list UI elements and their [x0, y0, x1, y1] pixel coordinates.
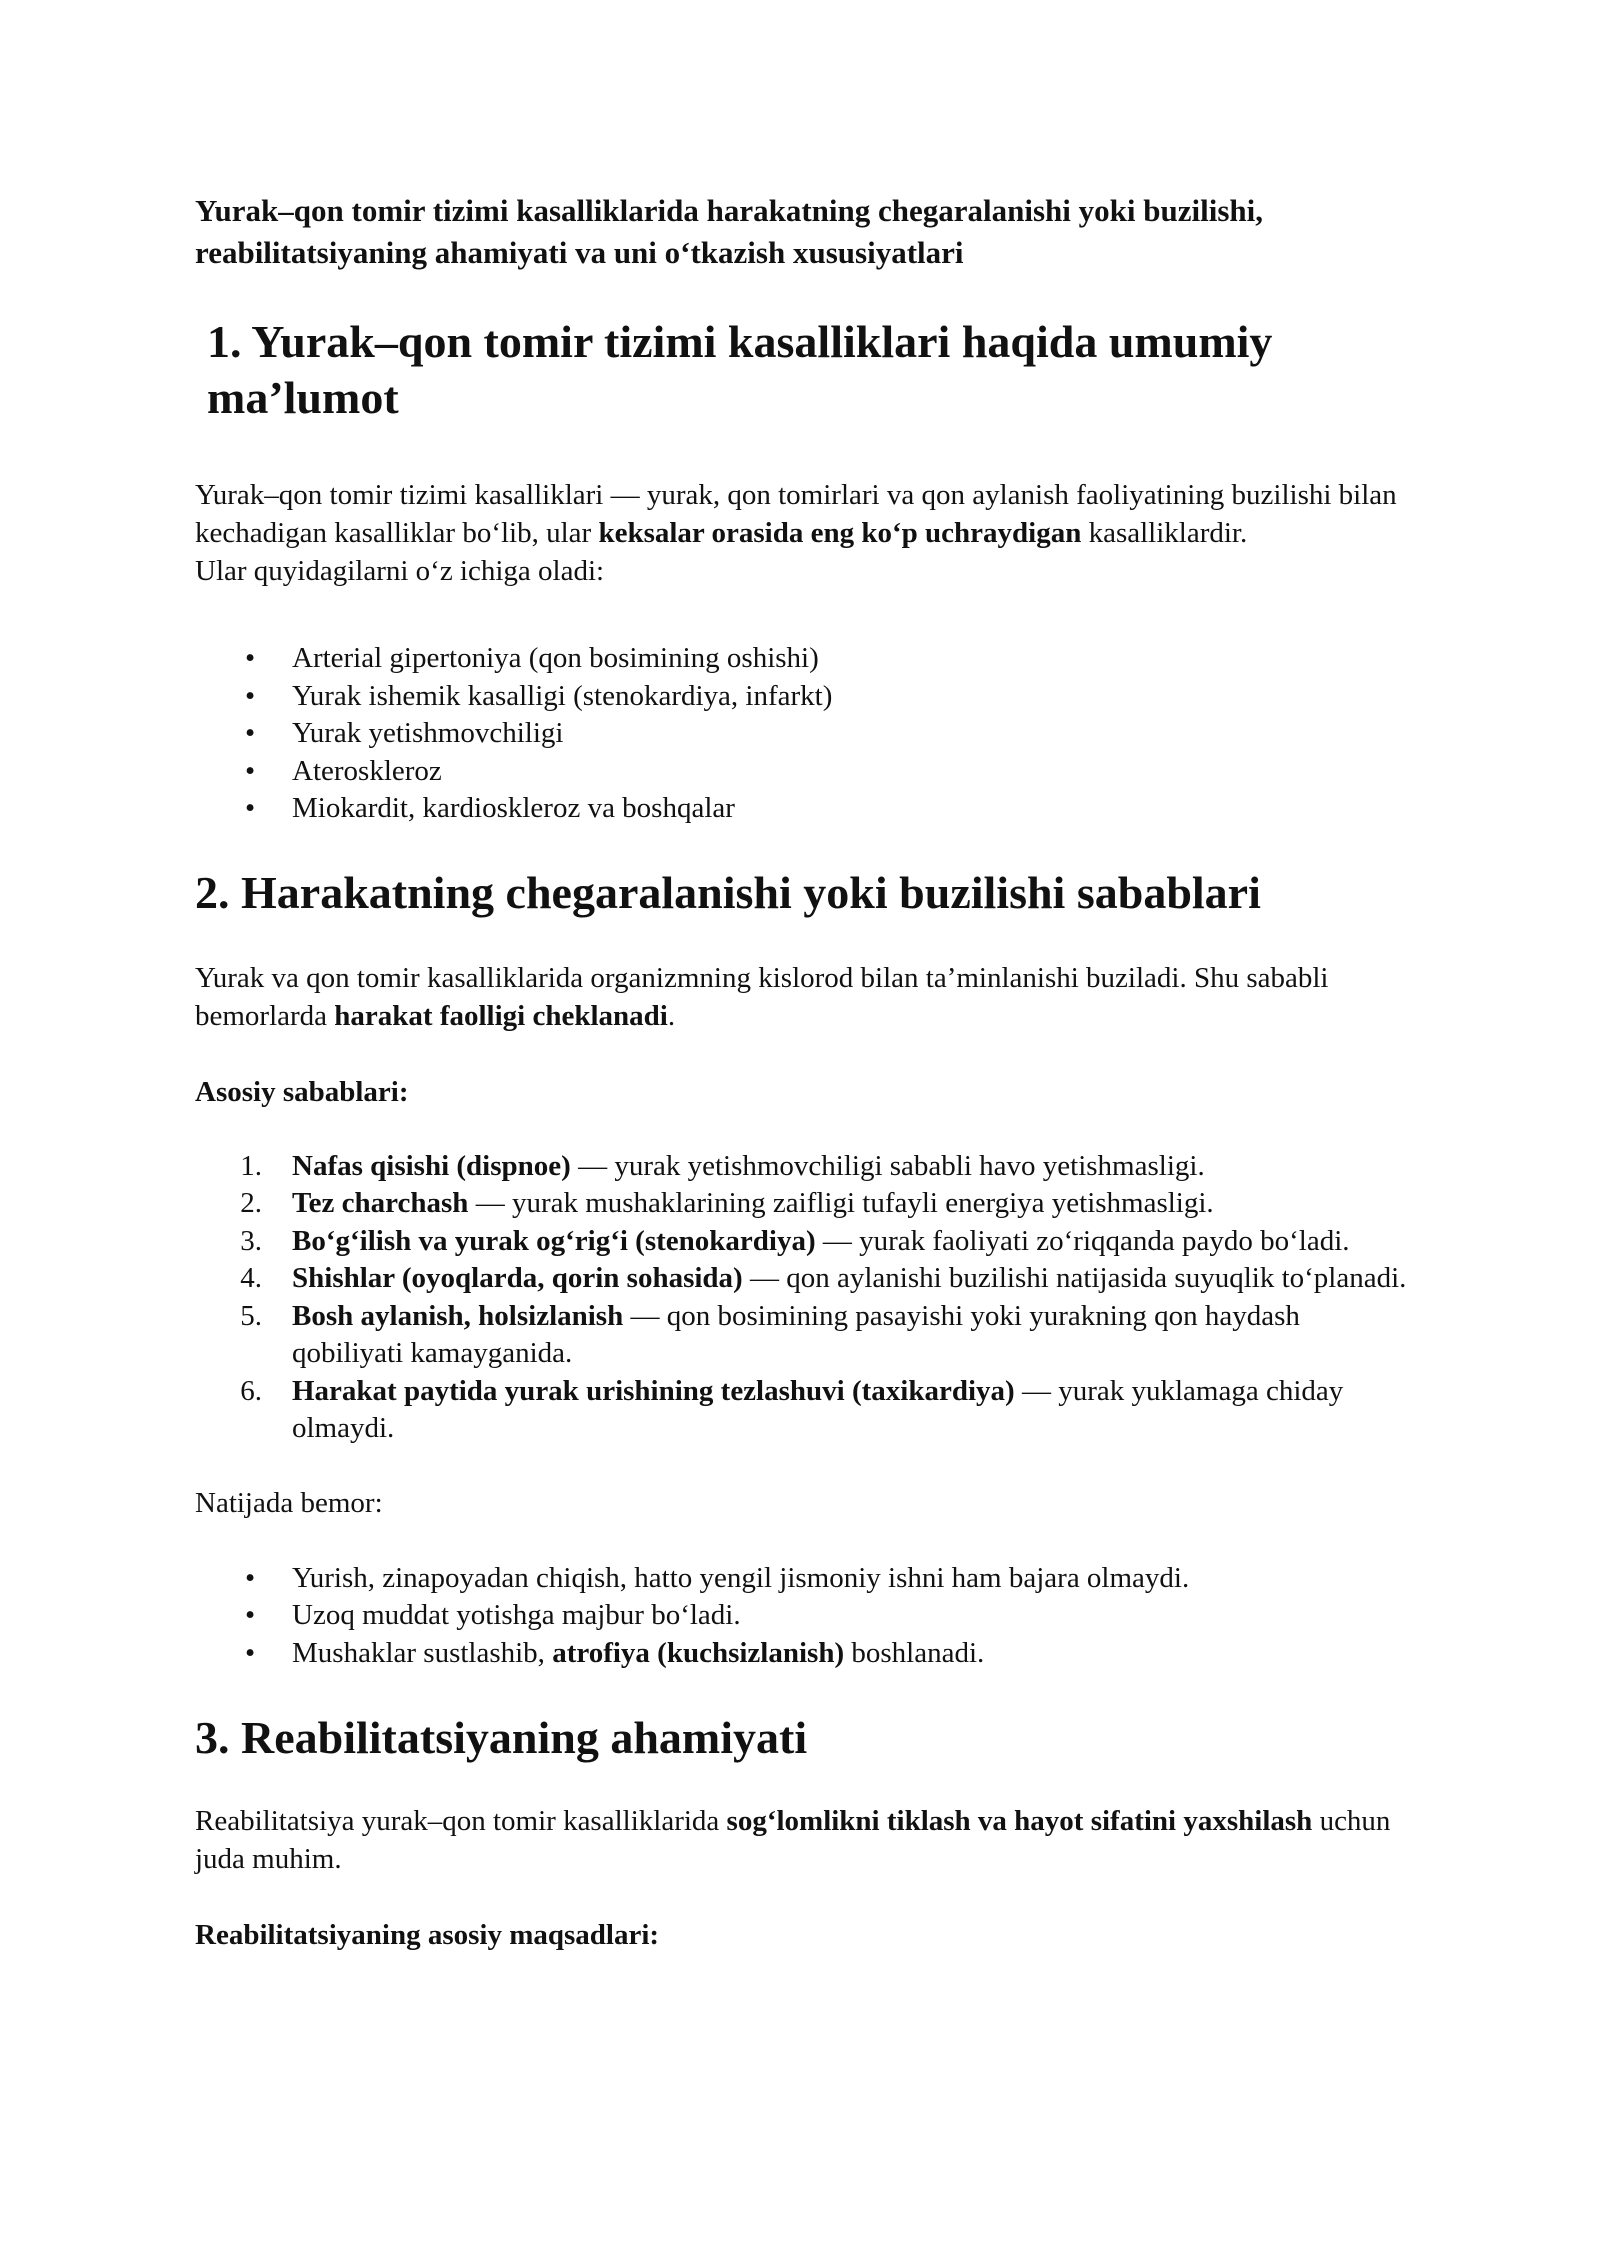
item-bold-text: Nafas qisishi (dispnoe) [292, 1149, 571, 1182]
numbered-item [195, 1260, 1410, 1298]
list-item [195, 1635, 1410, 1673]
bullet-icon: • [245, 1561, 256, 1594]
goals-label-text: Reabilitatsiyaning asosiy maqsadlari: [195, 1919, 660, 1951]
section-1-heading: 1. Yurak–qon tomir tizimi kasalliklari haqida umumiy ma’lumot [207, 316, 1273, 423]
section-2-intro-text: Yurak va qon tomir kasalliklarida organizmning kislorod bilan ta’minlanishi buziladi. Shu sababli bemorlarda [195, 961, 1329, 1032]
list-item-text: Yurish, zinapoyadan chiqish, hatto yengil jismoniy ishni ham bajara olmaydi. [292, 1561, 1190, 1594]
item-number: 4. [240, 1262, 262, 1294]
item-bold-text: Bosh aylanish, holsizlanish [292, 1299, 624, 1332]
section-1-intro-text: Yurak–qon tomir tizimi kasalliklari — yurak, qon tomirlari va qon aylanish faoliyatining buzilishi bilan kechadigan kasalliklar bo‘lib, ular [195, 479, 1397, 549]
section-3-intro-text-end: uchun juda muhim. [195, 1805, 1391, 1875]
section-2-intro-text-end: . [667, 999, 676, 1032]
document-content [195, 190, 1410, 1954]
list-item [195, 715, 1410, 753]
section-2-heading: 2. Harakatning chegaralanishi yoki buzilishi sabablari [195, 866, 1261, 918]
bullet-icon: • [245, 642, 256, 674]
document-title: Yurak–qon tomir tizimi kasalliklarida harakatning chegaralanishi yoki buzilishi, reabilitatsiyaning ahamiyati va uni o‘tkazish xususiyatlari [195, 193, 1263, 270]
section-1-intro-lead: Ular quyidagilarni o‘z ichiga oladi: [195, 555, 605, 587]
numbered-item [195, 1185, 1410, 1223]
causes-label [195, 1073, 1410, 1111]
bullet-icon: • [245, 679, 256, 712]
list-item-emphasis: atrofiya (kuchsizlanish) [552, 1636, 845, 1669]
item-text: — yurak mushaklarining zaifligi tufayli energiya yetishmasligi. [468, 1187, 1214, 1219]
list-item [195, 1597, 1410, 1635]
bullet-icon: • [245, 1636, 256, 1669]
numbered-item [195, 1148, 1410, 1186]
list-item-text: Arterial gipertoniya (qon bosimining oshishi) [292, 642, 819, 674]
result-label: Natijada bemor: [195, 1486, 383, 1519]
item-number: 3. [240, 1224, 262, 1257]
section-2-intro-emphasis: harakat faolligi cheklanadi [334, 999, 668, 1032]
numbered-item [195, 1298, 1410, 1373]
section-1-intro-text-end: kasalliklardir. [1081, 517, 1248, 549]
item-bold-text: Shishlar (oyoqlarda, qorin sohasida) [292, 1262, 743, 1294]
section-3-intro [195, 1802, 1410, 1878]
result-list [195, 1560, 1410, 1673]
list-item [195, 640, 1410, 678]
section-2-intro [195, 959, 1410, 1035]
item-text: — qon bosimining pasayishi yoki yurakning qon haydash qobiliyati kamayganida. [292, 1299, 1300, 1369]
list-item-text-end: boshlanadi. [844, 1636, 985, 1669]
section-1-intro-emphasis: keksalar orasida eng ko‘p uchraydigan [598, 517, 1082, 549]
list-item-text: Miokardit, kardioskleroz va boshqalar [292, 792, 735, 824]
item-bold-text: Bo‘g‘ilish va yurak og‘rig‘i (stenokardiya) [292, 1224, 816, 1257]
section-3-intro-text: Reabilitatsiya yurak–qon tomir kasalliklarida [195, 1805, 727, 1837]
list-item [195, 678, 1410, 716]
list-item-text: Mushaklar sustlashib, [292, 1636, 553, 1669]
item-text: — yurak faoliyati zo‘riqqanda paydo bo‘ladi. [815, 1224, 1350, 1257]
disease-list [195, 640, 1410, 828]
numbered-item [195, 1223, 1410, 1261]
item-text: — yurak yuklamaga chiday olmaydi. [292, 1374, 1344, 1444]
list-item-text: Uzoq muddat yotishga majbur bo‘ladi. [292, 1599, 741, 1631]
item-number: 2. [240, 1187, 262, 1219]
causes-list [195, 1148, 1410, 1448]
item-number: 5. [240, 1299, 262, 1332]
list-item [195, 1560, 1410, 1598]
item-text: — yurak yetishmovchiligi sababli havo yetishmasligi. [570, 1149, 1205, 1182]
item-bold-text: Tez charchash [292, 1187, 469, 1219]
goals-label [195, 1916, 1410, 1954]
section-3-heading: 3. Reabilitatsiyaning ahamiyati [195, 1712, 808, 1763]
item-number: 6. [240, 1374, 262, 1407]
section-1-intro [195, 476, 1410, 590]
list-item-text: Ateroskleroz [292, 754, 442, 787]
item-bold-text: Harakat paytida yurak urishining tezlashuvi (taxikardiya) [292, 1374, 1015, 1407]
item-text: — qon aylanishi buzilishi natijasida suyuqlik to‘planadi. [742, 1262, 1407, 1294]
list-item [195, 753, 1410, 791]
item-number: 1. [240, 1149, 262, 1182]
list-item [195, 790, 1410, 828]
causes-label-text: Asosiy sabablari: [195, 1075, 409, 1108]
bullet-icon: • [245, 717, 256, 749]
bullet-icon: • [245, 792, 256, 824]
section-3-intro-emphasis: sog‘lomlikni tiklash va hayot sifatini yaxshilash [726, 1805, 1313, 1837]
bullet-icon: • [245, 754, 256, 787]
list-item-text: Yurak ishemik kasalligi (stenokardiya, infarkt) [292, 679, 833, 712]
list-item-text: Yurak yetishmovchiligi [292, 717, 564, 749]
numbered-item [195, 1373, 1410, 1448]
bullet-icon: • [245, 1599, 256, 1631]
